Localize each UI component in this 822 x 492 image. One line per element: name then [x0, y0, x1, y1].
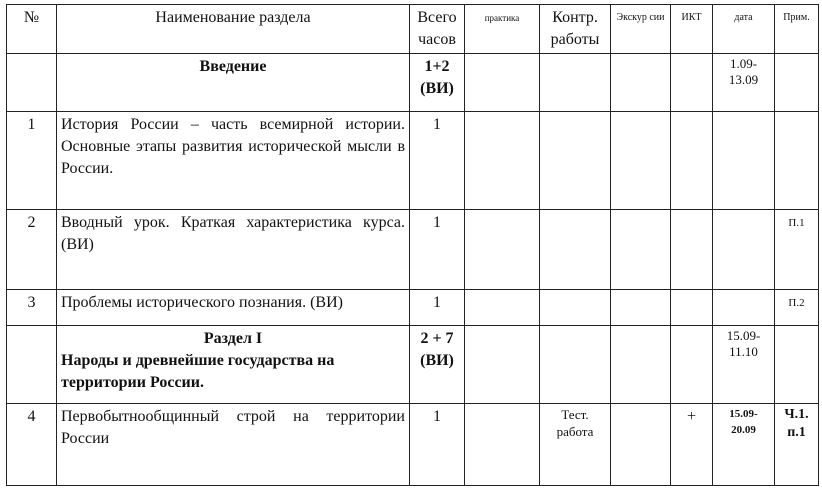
row-note: П.1 [775, 210, 819, 290]
row-note: П.2 [775, 290, 819, 326]
row-name: Первобытнообщинный строй на территории России [57, 404, 410, 486]
row-hours: 1 [410, 210, 465, 290]
row-control [540, 112, 611, 210]
table-row [7, 210, 819, 290]
header-hours: Всего часов [410, 5, 465, 54]
row-ict: + [671, 404, 713, 486]
row-name: Вводный урок. Краткая характеристика курса. (ВИ) [57, 210, 410, 290]
row-num [7, 54, 57, 112]
row-num: 3 [7, 290, 57, 326]
row-date: 15.09-20.09 [713, 404, 775, 486]
row-ict [671, 210, 713, 290]
row-ict [671, 290, 713, 326]
row-ict [671, 326, 713, 404]
table-row [7, 290, 819, 326]
row-note [775, 54, 819, 112]
header-row [7, 5, 819, 54]
row-name: Народы и древнейшие государства на территории России. [61, 352, 335, 391]
row-name: Введение [57, 54, 410, 112]
row-note [775, 112, 819, 210]
row-control [540, 326, 611, 404]
row-num [7, 326, 57, 404]
row-date [713, 210, 775, 290]
row-note: Ч.1. п.1 [775, 404, 819, 486]
table-row [7, 326, 819, 404]
row-num: 1 [7, 112, 57, 210]
row-name: История России – часть всемирной истории. Основные этапы развития исторической мысли в России. [57, 112, 410, 210]
row-date [713, 112, 775, 210]
row-hours: 1 [410, 404, 465, 486]
row-note [775, 326, 819, 404]
row-num: 2 [7, 210, 57, 290]
row-control [540, 54, 611, 112]
table-row [7, 54, 819, 112]
header-ict: ИКТ [671, 5, 713, 54]
header-name: Наименование раздела [57, 5, 410, 54]
row-ict [671, 112, 713, 210]
table-row [7, 404, 819, 486]
header-excursions: Экскур сии [611, 5, 671, 54]
row-date: 1.09-13.09 [713, 54, 775, 112]
row-name: Проблемы исторического познания. (ВИ) [57, 290, 410, 326]
row-control [540, 290, 611, 326]
section-title: Раздел I [203, 330, 263, 347]
lesson-plan-table [6, 4, 819, 486]
row-name-cell [57, 326, 410, 404]
table-row [7, 112, 819, 210]
row-control: Тест. работа [540, 404, 611, 486]
row-hours: 1 [410, 290, 465, 326]
header-date: дата [713, 5, 775, 54]
row-hours: 1 [410, 112, 465, 210]
row-hours: 1+2 (ВИ) [410, 54, 465, 112]
header-num: № [7, 5, 57, 54]
row-date: 15.09-11.10 [713, 326, 775, 404]
row-date [713, 290, 775, 326]
header-control: Контр. работы [540, 5, 611, 54]
row-control [540, 210, 611, 290]
row-hours: 2 + 7 (ВИ) [410, 326, 465, 404]
header-practice: практика [465, 5, 540, 54]
header-notes: Прим. [775, 5, 819, 54]
row-ict [671, 54, 713, 112]
row-num: 4 [7, 404, 57, 486]
